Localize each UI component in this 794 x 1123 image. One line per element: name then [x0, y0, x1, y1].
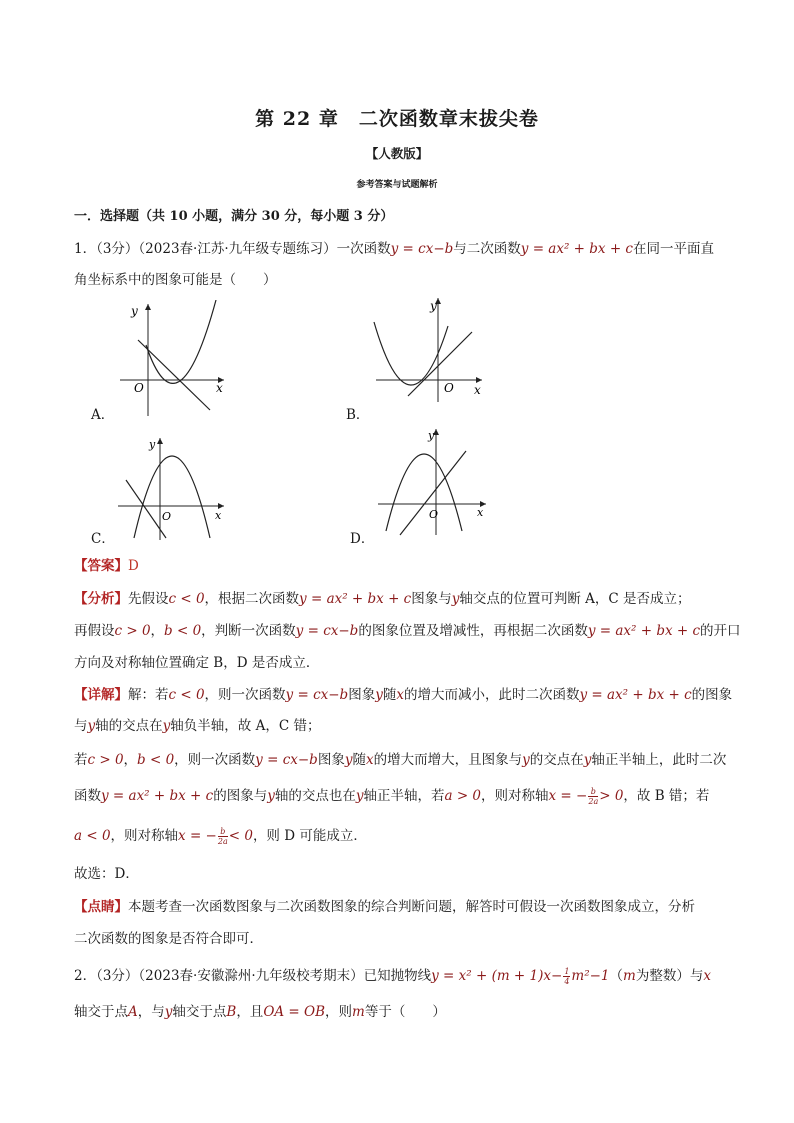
graph-a-origin: O	[134, 381, 144, 395]
fraction-b-over-2a: $\frac{b}{2a}$	[588, 787, 599, 806]
graph-a-y-label: y	[131, 304, 138, 318]
graph-c	[112, 434, 232, 544]
detail-line4: 函数y = ax² + bx + c的图象与y轴的交点也在y轴正半轴，若a > 0，则对称轴x = − $\frac{b}{2a}$ > 0，故 B 错；若	[74, 787, 710, 806]
detail-line3: 若c > 0，b < 0，则一次函数y = cx−b图象y随x的增大而增大，且图象与y的交点在y轴正半轴上，此时二次	[74, 752, 727, 768]
fraction-b-over-2a-2: $\frac{b}{2a}$	[217, 827, 228, 846]
detail-line5: a < 0，则对称轴x = − $\frac{b}{2a}$ < 0，则 D 可能成立．	[74, 827, 367, 846]
q1-line1: 1．（3分）（2023春·江苏·九年级专题练习）一次函数y = cx−b与二次函数y = ax² + bx + c在同一平面直	[74, 241, 714, 257]
edition-label: 【人教版】	[365, 146, 429, 161]
graph-c-y-label: y	[149, 438, 156, 451]
section-heading: 一．选择题（共 10 小题，满分 30 分，每小题 3 分）	[74, 209, 394, 224]
comment-line2: 二次函数的图象是否符合即可．	[74, 931, 263, 947]
q1-line2: 角坐标系中的图象可能是（ ）	[74, 272, 277, 288]
choose-line: 故选：D．	[74, 866, 139, 882]
option-b-label: B．	[346, 407, 370, 423]
graph-b-origin: O	[444, 381, 454, 395]
detail-line1: 【详解】解：若c < 0，则一次函数y = cx−b图象y随x的增大而减小，此时二次函数y = ax² + bx + c的图象	[74, 687, 733, 703]
graph-b	[368, 296, 488, 404]
graph-d	[372, 427, 492, 539]
option-d-label: D．	[350, 531, 375, 547]
option-c-label: C．	[91, 531, 115, 547]
graph-a-x-label: x	[216, 381, 223, 395]
subtitle: 参考答案与试题解析	[356, 180, 438, 190]
graph-c-x-label: x	[215, 509, 222, 522]
answer-line: 【答案】D	[74, 558, 139, 574]
graph-d-origin: O	[429, 508, 439, 521]
graph-a	[112, 300, 232, 418]
analysis-line1: 【分析】先假设c < 0，根据二次函数y = ax² + bx + c图象与y轴交点的位置可判断 A，C 是否成立；	[74, 591, 691, 607]
q2-line2: 轴交于点A，与y轴交于点B，且OA = OB，则m等于（ ）	[74, 1004, 446, 1020]
fraction-one-quarter: $\frac{1}{4}$	[564, 967, 570, 986]
comment-line1: 【点睛】本题考查一次函数图象与二次函数图象的综合判断问题，解答时可假设一次函数图象成立，分析	[74, 899, 695, 915]
q2-line1: 2．（3分）（2023春·安徽滁州·九年级校考期末）已知抛物线y = x² + (m + 1)x− $\frac{1}{4}$ m²−1（m为整数）与x	[74, 967, 711, 986]
graph-b-y-label: y	[430, 299, 437, 313]
option-a-label: A．	[91, 407, 115, 423]
analysis-line2: 再假设c > 0，b < 0，判断一次函数y = cx−b的图象位置及增减性，再根据二次函数y = ax² + bx + c的开口	[74, 623, 741, 639]
analysis-line3: 方向及对称轴位置确定 B，D 是否成立．	[74, 655, 320, 671]
graph-d-x-label: x	[477, 506, 484, 519]
graph-b-x-label: x	[474, 383, 481, 397]
graph-d-y-label: y	[428, 429, 435, 442]
page-title: 第 22 章 二次函数章末拔尖卷	[255, 108, 539, 130]
detail-line2: 与y轴的交点在y轴负半轴，故 A，C 错；	[74, 718, 321, 734]
graph-c-origin: O	[162, 510, 172, 523]
